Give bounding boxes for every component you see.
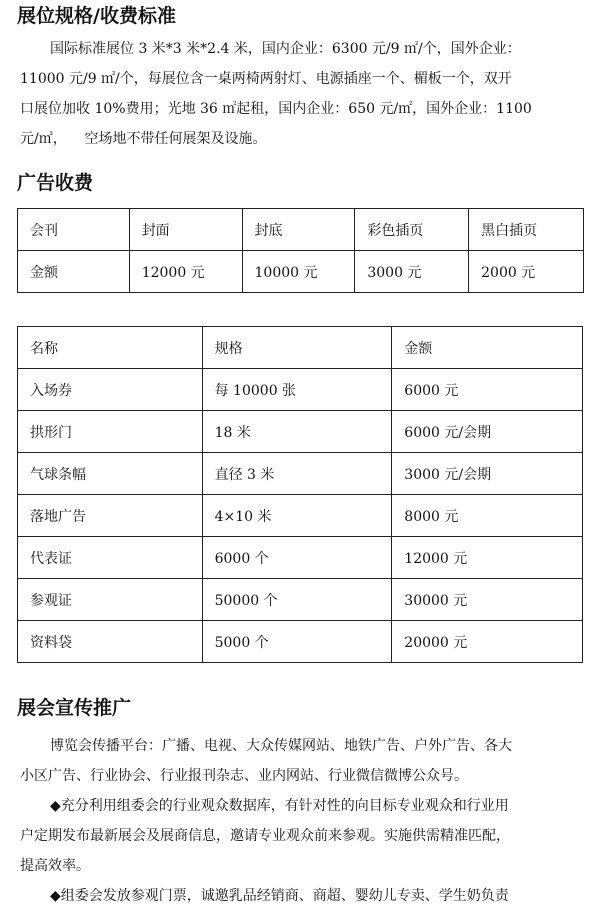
table-cell: 金额 xyxy=(18,251,130,293)
table-row xyxy=(18,579,583,621)
paragraph-line: ◆充分利用组委会的行业观众数据库，有针对性的向目标专业观众和行业用 xyxy=(50,798,509,814)
promotion-paragraph xyxy=(0,731,512,911)
table-cell: 4×10 米 xyxy=(202,495,392,537)
table-cell: 直径 3 米 xyxy=(202,453,392,495)
table-row xyxy=(18,537,583,579)
section-title-ad-fees: 广告收费 xyxy=(17,172,94,194)
table-row xyxy=(18,209,584,251)
table-cell: 50000 个 xyxy=(202,579,392,621)
paragraph-line: 提高效率。 xyxy=(20,858,90,874)
paragraph-line: 博览会传播平台：广播、电视、大众传媒网站、地铁广告、户外广告、各大 xyxy=(50,738,512,754)
table-row xyxy=(18,621,583,663)
section-title-promotion: 展会宣传推广 xyxy=(17,697,132,719)
table-row xyxy=(18,251,584,293)
table-cell: 参观证 xyxy=(18,579,203,621)
ad-items-table xyxy=(17,326,583,663)
paragraph-line: ◆组委会发放参观门票，诚邀乳品经销商、商超、婴幼儿专卖、学生奶负责 xyxy=(50,888,509,904)
table-cell: 金额 xyxy=(392,327,583,369)
table-cell: 名称 xyxy=(18,327,203,369)
table-cell: 30000 元 xyxy=(392,579,583,621)
table-cell: 10000 元 xyxy=(242,251,355,293)
table-row xyxy=(18,411,583,453)
section-title-booth-fees: 展位规格/收费标准 xyxy=(17,5,176,27)
table-row xyxy=(18,495,583,537)
booth-fees-paragraph xyxy=(0,34,532,154)
table-cell: 黑白插页 xyxy=(469,209,584,251)
table-cell: 12000 元 xyxy=(392,537,583,579)
table-cell: 落地广告 xyxy=(18,495,203,537)
table-cell: 3000 元 xyxy=(355,251,469,293)
table-cell: 入场券 xyxy=(18,369,203,411)
table-cell: 20000 元 xyxy=(392,621,583,663)
table-cell: 规格 xyxy=(202,327,392,369)
table-row xyxy=(18,327,583,369)
table-cell: 资料袋 xyxy=(18,621,203,663)
table-cell: 5000 个 xyxy=(202,621,392,663)
paragraph-line: 11000 元/9 ㎡/个，每展位含一桌两椅两射灯、电源插座一个、楣板一个，双开 xyxy=(20,71,512,87)
table-cell: 封底 xyxy=(242,209,355,251)
table-cell: 彩色插页 xyxy=(355,209,469,251)
paragraph-line: 口展位加收 10%费用；光地 36 ㎡起租，国内企业：650 元/㎡，国外企业：1100 xyxy=(20,101,532,117)
paragraph-line: 元/㎡， 空场地不带任何展架及设施。 xyxy=(20,131,267,147)
paragraph-line: 户定期发布最新展会及展商信息，邀请专业观众前来参观。实施供需精准匹配， xyxy=(20,828,510,844)
table-cell: 气球条幅 xyxy=(18,453,203,495)
paragraph-line: 小区广告、行业协会、行业报刊杂志、业内网站、行业微信微博公众号。 xyxy=(20,768,468,784)
paragraph-line: 国际标准展位 3 米*3 米*2.4 米，国内企业：6300 元/9 ㎡/个，国外企业： xyxy=(50,41,521,57)
table-cell: 2000 元 xyxy=(469,251,584,293)
table-cell: 拱形门 xyxy=(18,411,203,453)
table-cell: 6000 个 xyxy=(202,537,392,579)
table-row xyxy=(18,453,583,495)
table-cell: 6000 元/会期 xyxy=(392,411,583,453)
table-cell: 8000 元 xyxy=(392,495,583,537)
table-row xyxy=(18,369,583,411)
table-cell: 代表证 xyxy=(18,537,203,579)
table-cell: 12000 元 xyxy=(129,251,242,293)
table-cell: 3000 元/会期 xyxy=(392,453,583,495)
table-cell: 会刊 xyxy=(18,209,130,251)
table-cell: 6000 元 xyxy=(392,369,583,411)
table-cell: 每 10000 张 xyxy=(202,369,392,411)
catalog-ad-table xyxy=(17,208,584,293)
table-cell: 18 米 xyxy=(202,411,392,453)
table-cell: 封面 xyxy=(129,209,242,251)
